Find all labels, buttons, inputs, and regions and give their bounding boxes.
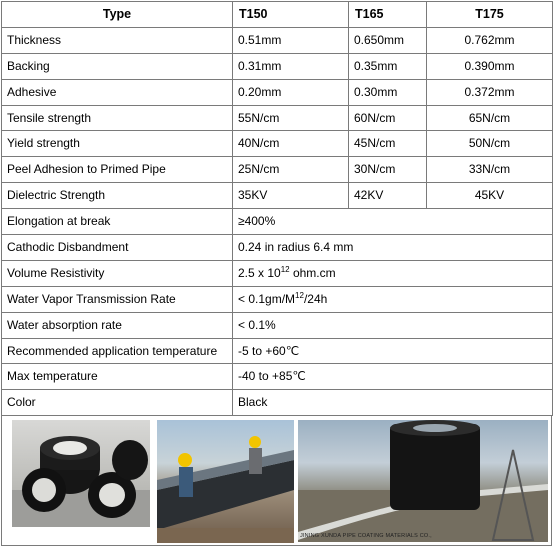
property-label: Recommended application temperature	[2, 338, 233, 364]
coated-pipeline-photo	[298, 420, 548, 542]
property-label: Peel Adhesion to Primed Pipe	[2, 157, 233, 183]
header-row	[2, 2, 553, 28]
property-label: Tensile strength	[2, 105, 233, 131]
t175-value: 0.390mm	[427, 53, 553, 79]
pipeline-illustration	[298, 420, 548, 542]
property-label: Elongation at break	[2, 209, 233, 235]
header-t175: T175	[427, 2, 553, 28]
t150-value: 0.31mm	[233, 53, 349, 79]
t150-value: 35KV	[233, 183, 349, 209]
value-base: < 0.1gm/M	[238, 291, 296, 306]
table-row	[2, 183, 553, 209]
shared-value: -5 to +60℃	[233, 338, 553, 364]
t150-value: 0.51mm	[233, 27, 349, 53]
t150-value: 40N/cm	[233, 131, 349, 157]
pipe-wrapping-photo	[157, 420, 294, 543]
table-row	[2, 53, 553, 79]
table-row	[2, 27, 553, 53]
value-base: 2.5 x 10	[238, 265, 281, 280]
shared-value: -40 to +85℃	[233, 364, 553, 390]
table-row	[2, 364, 553, 390]
property-label: Yield strength	[2, 131, 233, 157]
company-caption: JINING XUNDA PIPE COATING MATERIALS CO.,	[300, 533, 432, 539]
property-label: Backing	[2, 53, 233, 79]
shared-value: < 0.1%	[233, 312, 553, 338]
t175-value: 45KV	[427, 183, 553, 209]
value-exponent: 12	[280, 264, 290, 274]
header-type: Type	[2, 2, 233, 28]
t175-value: 0.372mm	[427, 79, 553, 105]
table-row	[2, 235, 553, 261]
t175-value: 65N/cm	[427, 105, 553, 131]
property-label: Volume Resistivity	[2, 260, 233, 286]
property-label: Thickness	[2, 27, 233, 53]
t150-value: 55N/cm	[233, 105, 349, 131]
table-row	[2, 390, 553, 416]
property-label: Cathodic Disbandment	[2, 235, 233, 261]
value-exponent: 12	[295, 290, 304, 300]
table-row	[2, 312, 553, 338]
pipe-wrapping-illustration	[157, 420, 294, 543]
t175-value: 33N/cm	[427, 157, 553, 183]
table-row	[2, 105, 553, 131]
photo-strip	[1, 415, 552, 546]
property-label: Color	[2, 390, 233, 416]
table-row	[2, 79, 553, 105]
header-t165: T165	[349, 2, 427, 28]
spec-table	[1, 1, 553, 416]
value-unit: /24h	[303, 291, 328, 306]
table-row	[2, 260, 553, 286]
t175-value: 0.762mm	[427, 27, 553, 53]
table-row	[2, 338, 553, 364]
table-row	[2, 209, 553, 235]
property-label: Dielectric Strength	[2, 183, 233, 209]
shared-value: 0.24 in radius 6.4 mm	[233, 235, 553, 261]
value-unit: ohm.cm	[289, 265, 336, 280]
t165-value: 0.35mm	[349, 53, 427, 79]
tape-rolls-illustration	[12, 420, 150, 527]
property-label: Water absorption rate	[2, 312, 233, 338]
shared-value	[233, 286, 553, 312]
header-t150: T150	[233, 2, 349, 28]
t175-value: 50N/cm	[427, 131, 553, 157]
t165-value: 30N/cm	[349, 157, 427, 183]
t165-value: 60N/cm	[349, 105, 427, 131]
tape-rolls-photo	[12, 420, 150, 527]
t150-value: 0.20mm	[233, 79, 349, 105]
t165-value: 0.30mm	[349, 79, 427, 105]
shared-value: Black	[233, 390, 553, 416]
property-label: Max temperature	[2, 364, 233, 390]
t165-value: 42KV	[349, 183, 427, 209]
t165-value: 45N/cm	[349, 131, 427, 157]
property-label: Water Vapor Transmission Rate	[2, 286, 233, 312]
t150-value: 25N/cm	[233, 157, 349, 183]
t165-value: 0.650mm	[349, 27, 427, 53]
table-row	[2, 157, 553, 183]
table-row	[2, 286, 553, 312]
property-label: Adhesive	[2, 79, 233, 105]
shared-value	[233, 260, 553, 286]
shared-value: ≥400%	[233, 209, 553, 235]
table-row	[2, 131, 553, 157]
